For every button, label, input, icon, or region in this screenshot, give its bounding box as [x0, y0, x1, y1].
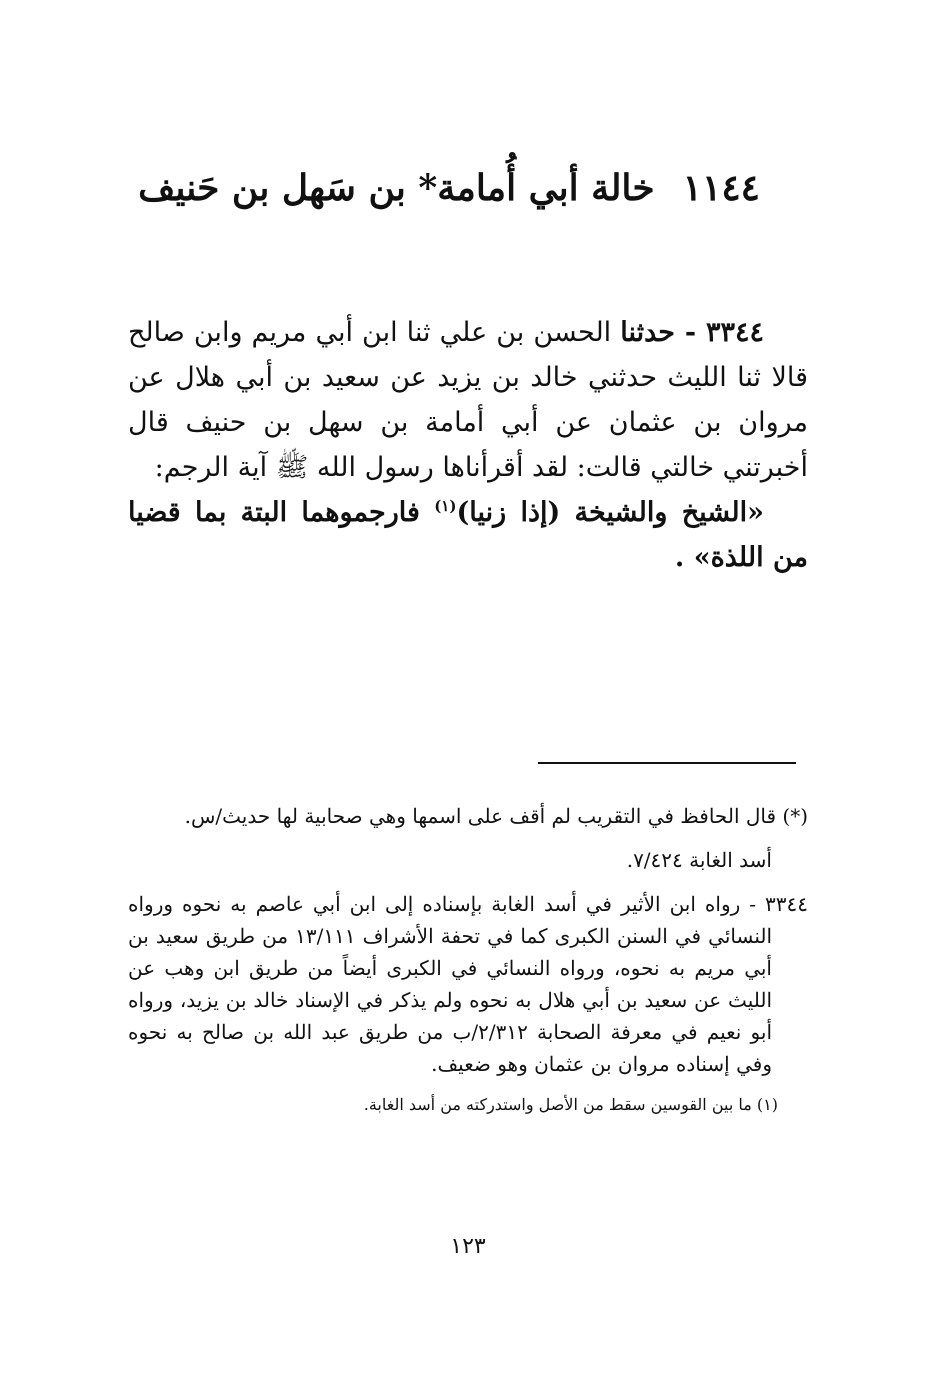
- footnote-divider: [538, 762, 796, 764]
- hadith-chain-text: الحسن بن علي ثنا ابن أبي مريم وابن صالح قالا ثنا الليث حدثني خالد بن يزيد عن سعيد بن أبي هلال عن مروان بن عثمان عن أبي أمامة بن سهل بن حنيف قال أخبرتني خالتي قالت: لقد أقرأناها رسول الله ﷺ آية الرجم:: [128, 317, 808, 483]
- quote-part-2: فارجموهما البتة بما قضيا من اللذة»: [128, 497, 808, 573]
- footnotes: [128, 800, 808, 1118]
- quote-part-1: «الشيخ والشيخة (إذا زنيا): [456, 497, 764, 528]
- footnote-1: (١) ما بين القوسين سقط من الأصل واستدركته من أسد الغابة.: [363, 1095, 778, 1114]
- hadith-lead: - حدثنا: [620, 317, 697, 348]
- hadith-number: ٣٣٤٤: [705, 317, 764, 348]
- footnote-star: (*) قال الحافظ في التقريب لم أقف على اسمها وهي صحابية لها حديث/س.: [184, 804, 808, 828]
- hadith-quote: [128, 490, 808, 580]
- hadith-body: [128, 310, 808, 580]
- chapter-number: ١١٤٤: [682, 167, 760, 209]
- page-number: ١٢٣: [450, 1234, 486, 1259]
- footnote-source: أسد الغابة ٧/٤٢٤.: [626, 848, 772, 872]
- chapter-title: خالة أبي أُمامة* بن سَهل بن حَنيف: [138, 167, 655, 209]
- hadith-paragraph: [128, 310, 808, 490]
- quote-end: .: [674, 542, 685, 573]
- footnote-ref-1: (١): [434, 497, 457, 515]
- chapter-heading: [138, 160, 760, 216]
- footnote-hadith: ٣٣٤٤ - رواه ابن الأثير في أسد الغابة بإسناده إلى ابن أبي عاصم به نحوه ورواه النسائي في السنن الكبرى كما في تحفة الأشراف ١٣/١١١ من طريق سعيد بن أبي مريم به نحوه، ورواه النسائي في الكبرى أيضاً من طريق ابن وهب عن الليث عن سعيد بن أبي هلال به نحوه ولم يذكر في الإسناد خالد بن يزيد، ورواه أبو نعيم في معرفة الصحابة ٢/٣١٢/ب من طريق عبد الله بن صالح به نحوه وفي إسناده مروان بن عثمان وهو ضعيف.: [128, 892, 808, 1076]
